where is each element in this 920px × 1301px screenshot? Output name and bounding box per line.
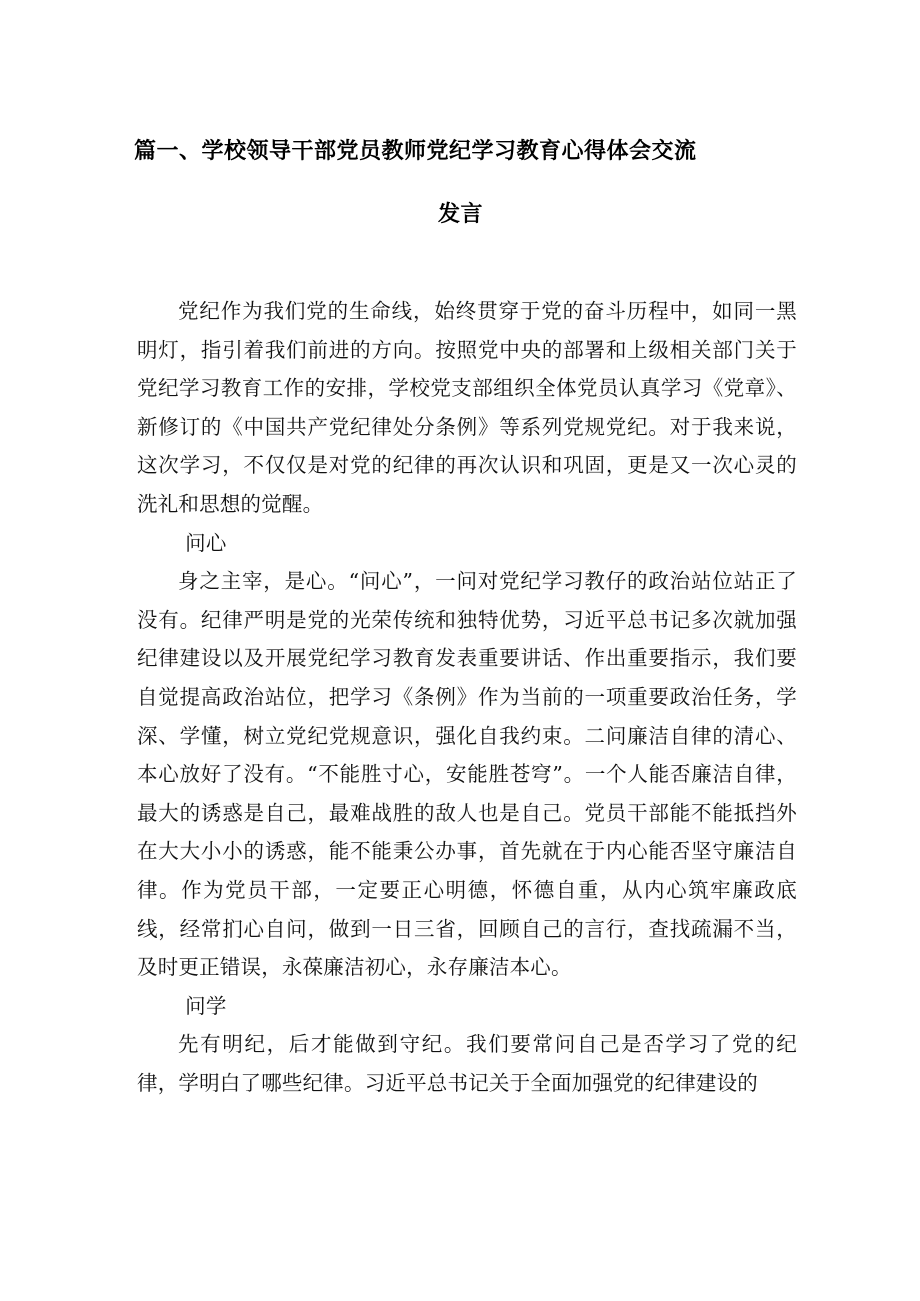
paragraph-wenxue: 先有明纪，后才能做到守纪。我们要常问自己是否学习了党的纪律，学明白了哪些纪律。习近平总书记关于全面加强党的纪律建设的 (137, 1032, 797, 1095)
paragraph-intro: 党纪作为我们党的生命线，始终贯穿于党的奋斗历程中，如同一黑明灯，指引着我们前进的方向。按照党中央的部署和上级相关部门关于党纪学习教育工作的安排，学校党支部组织全体党员认真学习《党章》、新修订的《中国共产党纪律处分条例》等系列党规党纪。对于我来说，这次学习，不仅仅是对党的纪律的再次认识和巩固，更是又一次心灵的洗礼和思想的觉醒。 (137, 299, 797, 516)
document-title-line-2: 发言 (438, 201, 484, 227)
paragraph-wenxin: 身之主宰，是心。“问心”，一问对党纪学习教仔的政治站位站正了没有。纪律严明是党的光荣传统和独特优势，习近平总书记多次就加强纪律建设以及开展党纪学习教育发表重要讲话、作出重要指示，我们要自觉提高政治站位，把学习《条例》作为当前的一项重要政治任务，学深、学懂，树立党纪党规意识，强化自我约束。二问廉洁自律的清心、本心放好了没有。“不能胜寸心，安能胜苍穹”。一个人能否廉洁自律，最大的诱惑是自己，最难战胜的敌人也是自己。党员干部能不能抵挡外在大大小小的诱惑，能不能秉公办事，首先就在于内心能否坚守廉洁自律。作为党员干部，一定要正心明德，怀德自重，从内心筑牢廉政底线，经常扪心自问，做到一日三省，回顾自己的言行，查找疏漏不当，及时更正错误，永葆廉洁初心，永存廉洁本心。 (137, 569, 797, 980)
document-title-line-1: 篇一、学校领导干部党员教师党纪学习教育心得体会交流 (134, 138, 697, 164)
section-heading-wenxue: 问学 (185, 993, 227, 1018)
section-heading-wenxin: 问心 (185, 530, 227, 555)
document-body (137, 292, 797, 1102)
